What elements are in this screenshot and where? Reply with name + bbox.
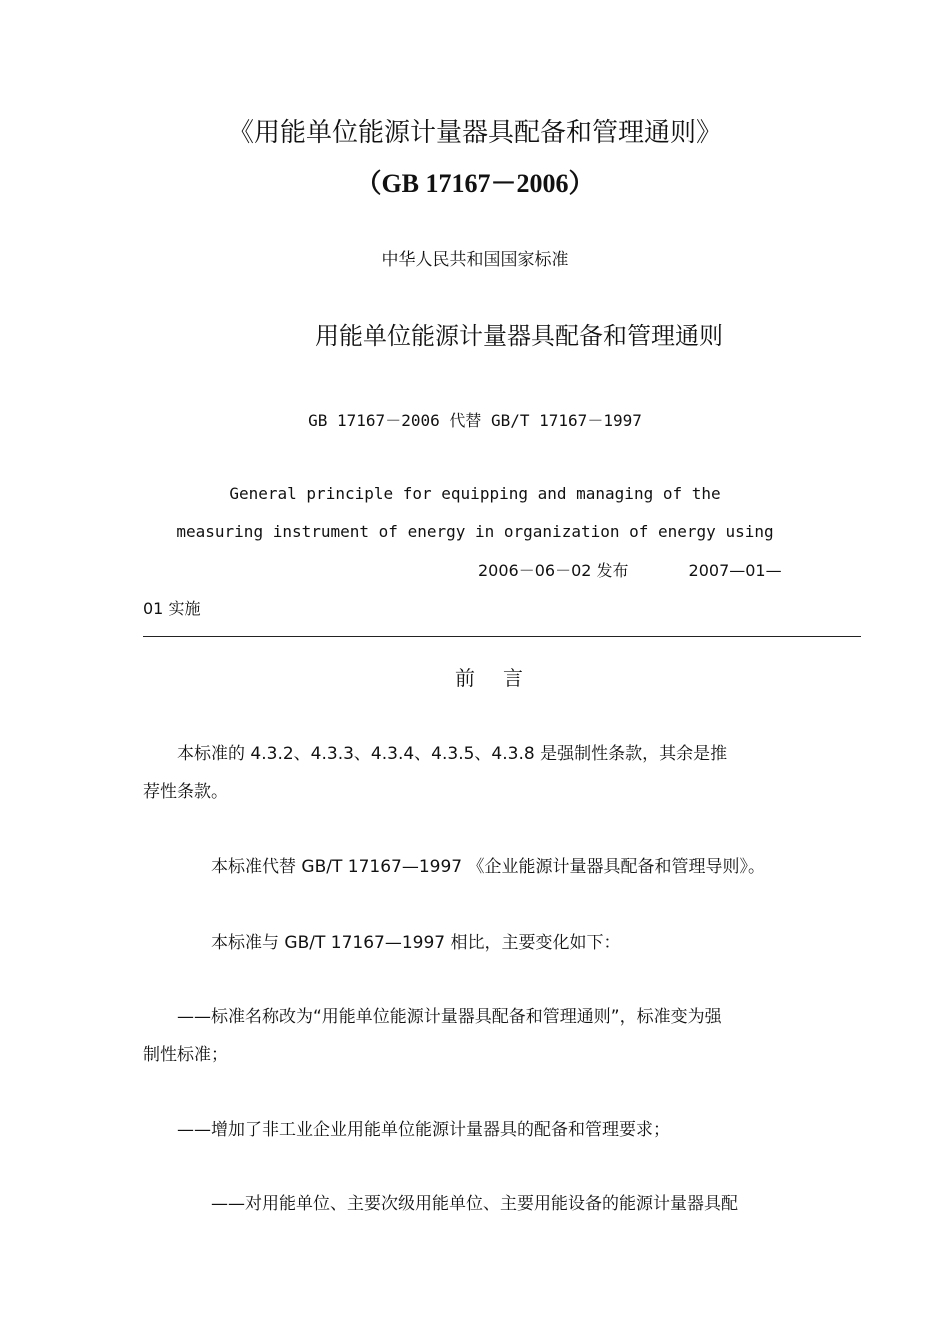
paragraph-line: ——增加了非工业企业用能单位能源计量器具的配备和管理要求； <box>177 1120 670 1140</box>
preface-paragraph-4 <box>143 998 823 1074</box>
preface-paragraph-6 <box>143 1185 823 1223</box>
english-title-line-1: General principle for equipping and managing of the <box>229 484 721 503</box>
document-title: 《用能单位能源计量器具配备和管理通则》 <box>227 118 722 148</box>
paragraph-line: 荐性条款。 <box>143 782 228 802</box>
paragraph-line: 本标准的 4.3.2、4.3.3、4.3.4、4.3.5、4.3.8 是强制性条款，其余是推 <box>177 744 728 764</box>
paragraph-line: 本标准代替 GB/T 17167—1997 《企业能源计量器具配备和管理导则》。 <box>211 857 766 877</box>
standard-code-line: GB 17167－2006 代替 GB/T 17167－1997 <box>308 411 642 430</box>
preface-paragraph-1 <box>143 735 823 811</box>
document-code: （GB 17167－2006） <box>355 169 595 198</box>
paragraph-line: 制性标准； <box>143 1045 228 1065</box>
paragraph-line: ——对用能单位、主要次级用能单位、主要用能设备的能源计量器具配 <box>211 1194 738 1214</box>
english-title-line-2: measuring instrument of energy in organization of energy using <box>176 522 774 541</box>
standard-name: 用能单位能源计量器具配备和管理通则 <box>315 322 723 350</box>
implement-date-continued: 01 实施 <box>143 599 201 618</box>
preface-paragraph-5 <box>143 1111 823 1149</box>
horizontal-divider <box>143 636 861 637</box>
paragraph-line: ——标准名称改为“用能单位能源计量器具配备和管理通则”，标准变为强 <box>177 1007 722 1027</box>
preface-paragraph-3 <box>143 924 823 962</box>
preface-paragraph-2 <box>143 848 823 886</box>
preface-heading: 前言 <box>455 666 551 690</box>
dates-line <box>478 558 782 581</box>
implement-date: 2007—01— <box>688 561 782 580</box>
standard-issuer: 中华人民共和国国家标准 <box>381 250 569 270</box>
publish-date: 2006－06－02 发布 <box>478 561 629 580</box>
paragraph-line: 本标准与 GB/T 17167—1997 相比，主要变化如下： <box>211 933 621 953</box>
